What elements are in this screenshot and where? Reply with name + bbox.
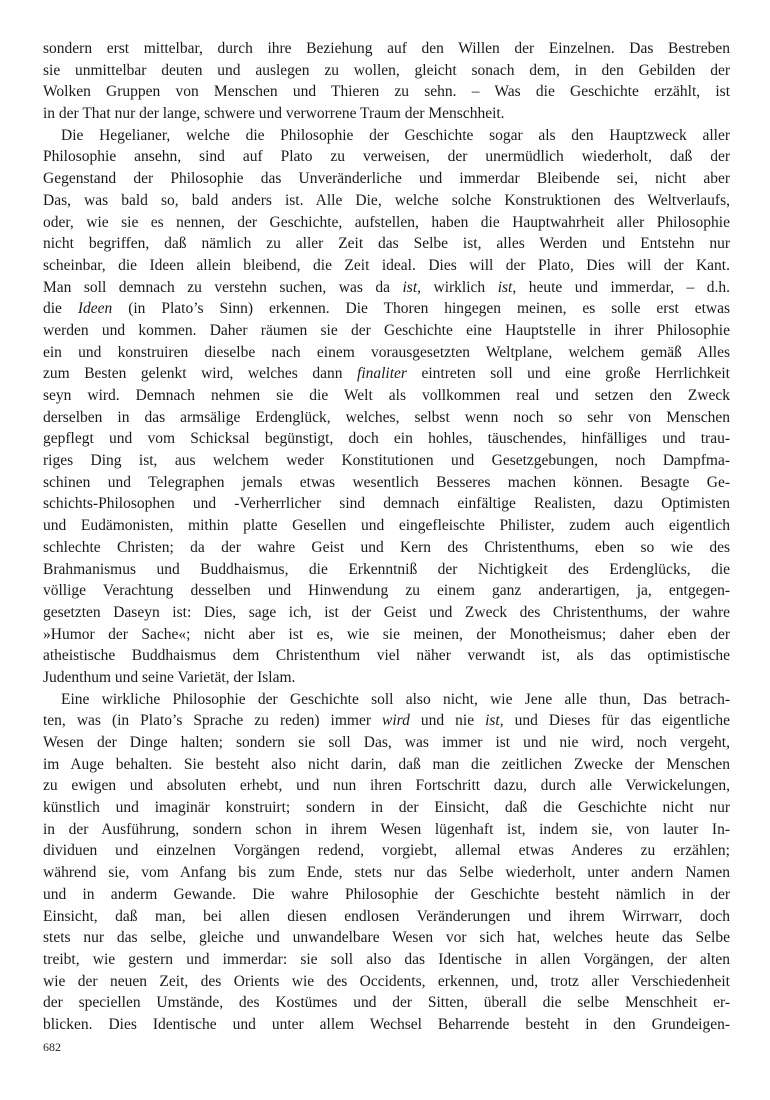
text-line: die Ideen (in Plato’s Sinn) erkennen. Die Thoren hingegen meinen, es solle erst etwas bbox=[43, 300, 730, 318]
text-line: Das, was bald so, bald anders ist. Alle Die, welche solche Konstruktionen des Weltverlaufs, bbox=[43, 191, 730, 209]
text-line: ein und konstruiren dieselbe nach einem vorausgesetzten Weltplane, welchem gemäß Alles bbox=[43, 343, 730, 361]
text-line: gepflegt und vom Schicksal begünstigt, doch ein hohles, täuschendes, hinfälliges und trau- bbox=[43, 430, 730, 448]
text-line: stets nur das selbe, gleiche und unwandelbare Wesen vor sich hat, welches heute das Selbe bbox=[43, 929, 730, 947]
text-line: Judenthum und seine Varietät, der Islam. bbox=[43, 668, 296, 686]
text-line: Brahmanismus und Buddhaismus, die Erkenntniß der Nichtigkeit des Erdenglücks, die bbox=[43, 560, 730, 578]
text-line: zum Besten gelenkt wird, welches dann finaliter eintreten soll und eine große Herrlichkeit bbox=[43, 365, 730, 383]
text-line: sie unmittelbar deuten und auslegen zu wollen, gleicht sonach dem, in den Gebilden der bbox=[43, 61, 730, 79]
text-line: oder, wie sie es nennen, der Geschichte, aufstellen, haben die Hauptwahrheit aller Philosophie bbox=[43, 213, 730, 231]
text-line: seyn wird. Demnach nehmen sie die Welt als vollkommen real und setzen den Zweck bbox=[43, 387, 730, 404]
text-line: atheistische Buddhaismus dem Christenthum viel näher verwandt ist, als das optimistische bbox=[43, 647, 730, 665]
text-line: gesetzten Daseyn ist: Dies, sage ich, ist der Geist und Zweck des Christenthums, der wahre bbox=[43, 603, 730, 621]
text-line: »Humor der Sache«; nicht aber ist es, wie sie meinen, der Monotheismus; daher eben der bbox=[43, 625, 730, 643]
text-line: und in anderm Gewande. Die wahre Philosophie der Geschichte besteht nämlich in der bbox=[43, 885, 730, 903]
text-line: in der Ausführung, sondern schon in ihrem Wesen lügenhaft ist, indem sie, von lauter In- bbox=[43, 820, 730, 838]
text-line: nicht begriffen, daß nämlich zu aller Zeit das Selbe ist, alles Werden und Entstehn nur bbox=[43, 235, 730, 253]
text-line: Die Hegelianer, welche die Philosophie der Geschichte sogar als den Hauptzweck aller bbox=[61, 126, 730, 144]
text-line: völlige Verachtung desselben und Hinwendung zu einem ganz anderartigen, ja, entgegen- bbox=[43, 582, 730, 600]
text-line: scheinbar, die Ideen allein bleibend, die Zeit ideal. Dies will der Plato, Dies will der Kant. bbox=[43, 256, 730, 274]
text-line: Eine wirkliche Philosophie der Geschichte soll also nicht, wie Jene alle thun, Das betrach- bbox=[61, 690, 730, 708]
book-page bbox=[43, 38, 730, 1036]
text-line: ten, was (in Plato’s Sprache zu reden) immer wird und nie ist, und Dieses für das eigentliche bbox=[43, 712, 730, 730]
text-line: riges Ding ist, aus welchem weder Konstitutionen und Gesetzgebungen, noch Dampfma- bbox=[43, 452, 730, 470]
text-line: schichts-Philosophen und -Verherrlicher sind demnach einfältige Realisten, dazu Optimisten bbox=[43, 495, 730, 513]
page-number: 682 bbox=[43, 1040, 61, 1054]
text-line: während sie, vom Anfang bis zum Ende, stets nur das Selbe wiederholt, unter andern Namen bbox=[43, 864, 730, 882]
text-line: der speciellen Umstände, des Kostümes und der Sitten, überall die selbe Menschheit er- bbox=[43, 994, 730, 1012]
text-line: schinen und Telegraphen jemals etwas wesentlich Besseres machen können. Besagte Ge- bbox=[43, 473, 730, 491]
text-line: Wesen der Dinge halten; sondern sie soll Das, was immer ist und nie wird, noch vergeht, bbox=[43, 734, 730, 751]
text-line: derselben in das armsälige Erdenglück, welches, selbst wenn noch so sehr von Menschen bbox=[43, 408, 730, 426]
text-line: werden und kommen. Daher räumen sie der Geschichte eine Hauptstelle in ihrer Philosophie bbox=[43, 321, 730, 339]
text-line: in der That nur der lange, schwere und verworrene Traum der Menschheit. bbox=[43, 105, 505, 123]
paragraph bbox=[43, 38, 730, 125]
text-line: Wolken Gruppen von Menschen und Thieren zu sehn. – Was die Geschichte erzählt, ist bbox=[43, 83, 730, 101]
text-line: wie der neuen Zeit, des Orients wie des Occidents, erkennen, und, trotz aller Verschiedenheit bbox=[43, 972, 730, 990]
text-line: im Auge behalten. Sie besteht also nicht darin, daß man die zeitlichen Zwecke der Menschen bbox=[43, 755, 730, 773]
text-line: zu ewigen und absoluten erhebt, und nun ihren Fortschritt dazu, durch alle Verwickelungen, bbox=[43, 777, 730, 795]
paragraph bbox=[43, 689, 730, 1036]
text-line: und Eudämonisten, mithin platte Gesellen und eingefleischte Philister, zudem auch eigentlich bbox=[43, 517, 730, 535]
text-line: Philosophie ansehn, sind auf Plato zu verweisen, der unermüdlich wiederholt, daß der bbox=[43, 148, 730, 166]
text-line: sondern erst mittelbar, durch ihre Beziehung auf den Willen der Einzelnen. Das Bestreben bbox=[43, 40, 730, 57]
text-line: Man soll demnach zu verstehn suchen, was da ist, wirklich ist, heute und immerdar, – d.h. bbox=[43, 278, 731, 296]
paragraph bbox=[43, 125, 730, 689]
text-line: schlechte Christen; da der wahre Geist und Kern des Christenthums, eben so wie des bbox=[43, 538, 730, 556]
text-line: blicken. Dies Identische und unter allem Wechsel Beharrende besteht in den Grundeigen- bbox=[43, 1015, 730, 1033]
text-line: treibt, wie gestern und immerdar: sie soll also das Identische in allen Vorgängen, der alten bbox=[43, 950, 730, 968]
text-line: Einsicht, daß man, bei allen diesen endlosen Veränderungen und ihrem Wirrwarr, doch bbox=[43, 907, 730, 925]
text-line: künstlich und imaginär konstruirt; sondern in der Einsicht, daß die Geschichte nicht nur bbox=[43, 799, 730, 817]
text-line: dividuen und einzelnen Vorgängen redend, vorgiebt, allemal etwas Anderes zu erzählen; bbox=[43, 842, 730, 860]
text-line: Gegenstand der Philosophie das Unveränderliche und immerdar Bleibende sei, nicht aber bbox=[43, 170, 730, 188]
